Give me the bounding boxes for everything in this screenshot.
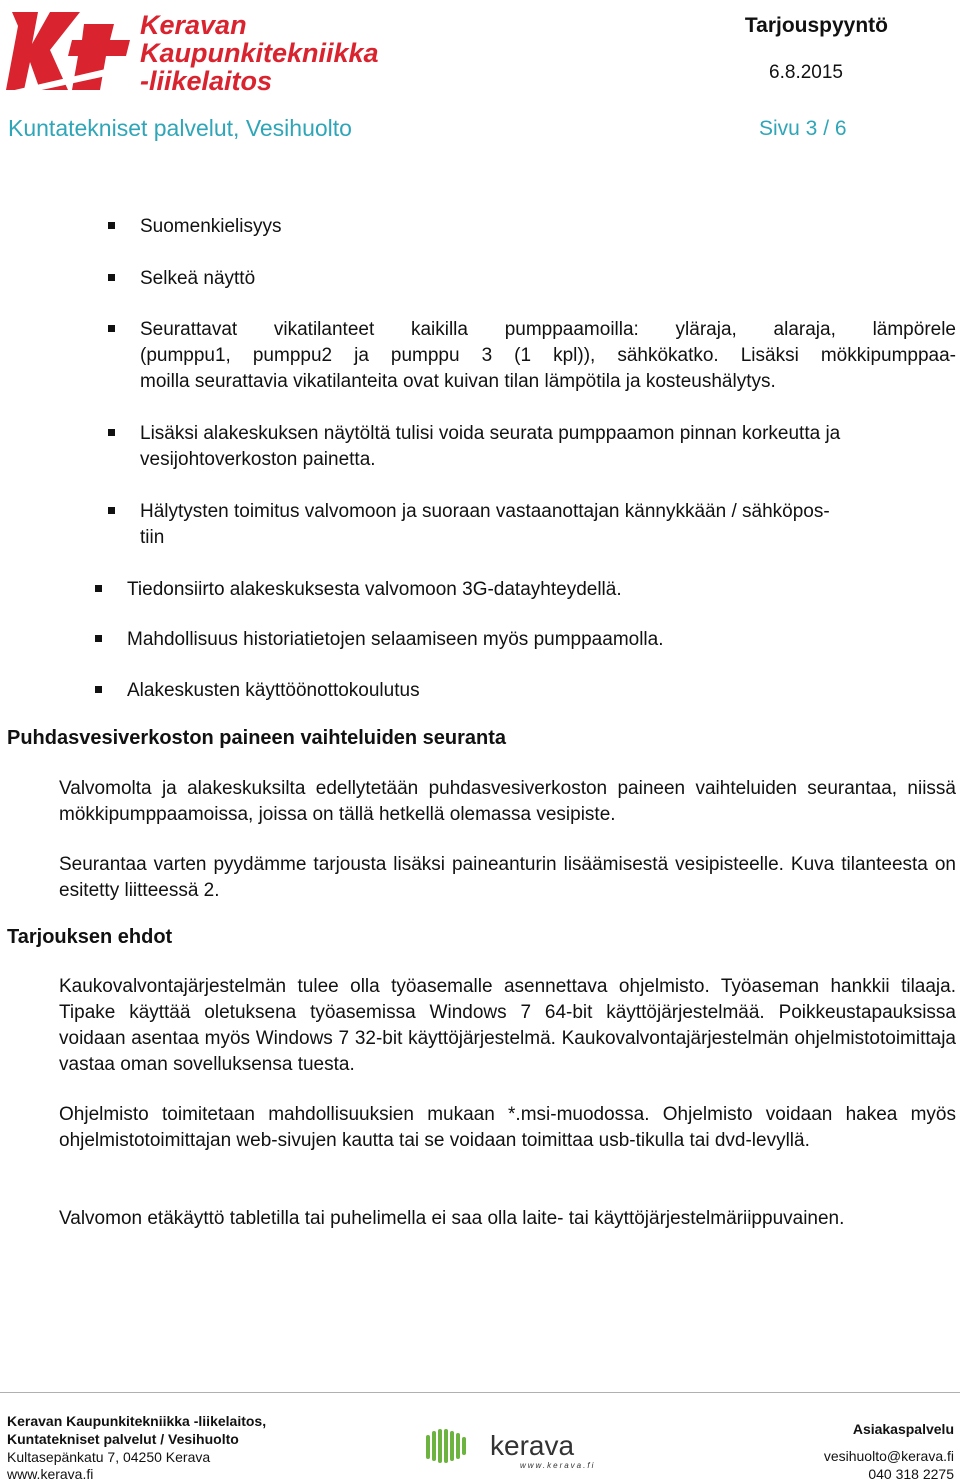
paragraph: Valvomon etäkäyttö tabletilla tai puhelimella ei saa olla laite- tai käyttöjärjestelmäriippuvainen. [59, 1208, 845, 1229]
list-item-line: tiin [140, 527, 165, 548]
list-item-line: (pumppu1, pumppu2 ja pumppu 3 (1 kpl)), sähkökatko. Lisäksi mökkipumppaa- [140, 345, 956, 366]
list-item-line: Seurattavat vikatilanteet kaikilla pumppaamoilla: yläraja, alaraja, lämpörele [140, 319, 956, 340]
kt-logo [6, 4, 386, 96]
bullet-square-icon [95, 686, 102, 693]
list-item-text: Selkeä näyttö [140, 268, 256, 289]
bullet-square-icon [95, 585, 102, 592]
kt-logo-mark [6, 12, 136, 96]
kerava-logo-word: kerava [490, 1430, 575, 1461]
list-item [127, 678, 420, 704]
footer-phone: 040 318 2275 [868, 1466, 954, 1482]
bullet-square-icon [108, 429, 115, 436]
list-item-text: Alakeskusten käyttöönottokoulutus [127, 680, 420, 701]
paragraph: Ohjelmisto toimitetaan mahdollisuuksien mukaan *.msi-muodossa. Ohjelmisto voidaan hakea myös ohjelmistotoimittajan web-sivujen kautta tai se voidaan toimittaa usb-tikulla tai dvd-levyllä. [59, 1104, 956, 1151]
logo-line3: -liikelaitos [140, 66, 273, 96]
list-item [140, 317, 956, 395]
bullet-square-icon [108, 507, 115, 514]
list-item-line: vesijohtoverkoston painetta. [140, 449, 376, 470]
footer-website-link[interactable]: www.kerava.fi [7, 1466, 94, 1482]
section-heading-terms: Tarjouksen ehdot [7, 926, 173, 948]
footer-email-link[interactable]: vesihuolto@kerava.fi [823, 1448, 954, 1464]
kerava-emblem-icon [426, 1429, 466, 1463]
kerava-logo [424, 1427, 620, 1471]
document-date: 6.8.2015 [769, 62, 843, 83]
list-item-line: Lisäksi alakeskuksen näytöltä tulisi voida seurata pumppaamon pinnan korkeutta ja [140, 423, 841, 444]
section-heading-pressure: Puhdasvesiverkoston paineen vaihteluiden seuranta [7, 727, 507, 749]
footer-org-unit: Kuntatekniset palvelut / Vesihuolto [7, 1431, 239, 1447]
footer-org-name: Keravan Kaupunkitekniikka -liikelaitos, [7, 1413, 267, 1429]
kerava-logo-url: www.kerava.fi [520, 1461, 596, 1470]
list-item [127, 627, 664, 653]
footer-divider [0, 1392, 960, 1393]
paragraph: Valvomolta ja alakeskuksilta edellytetään puhdasvesiverkoston paineen vaihteluiden seurantaa, niissä mökkipumppaamoissa, joissa on tällä hetkellä olemassa vesipiste. [59, 778, 956, 825]
department-name: Kuntatekniset palvelut, Vesihuolto [8, 115, 352, 141]
list-item-line: Hälytysten toimitus valvomoon ja suoraan vastaanottajan kännykkään / sähköpos- [140, 501, 830, 522]
list-item-text: Mahdollisuus historiatietojen selaamiseen myös pumppaamolla. [127, 629, 664, 650]
list-item [140, 266, 255, 292]
list-item-text: Suomenkielisyys [140, 216, 282, 237]
document-title: Tarjouspyyntö [744, 14, 888, 37]
logo-line2: Kaupunkitekniikka [140, 38, 379, 68]
paragraph: Seurantaa varten pyydämme tarjousta lisäksi paineanturin lisäämisestä vesipisteelle. Kuva tilanteesta on esitetty liitteessä 2. [59, 854, 956, 901]
bullet-square-icon [108, 222, 115, 229]
bullet-square-icon [95, 635, 102, 642]
list-item-line: moilla seurattavia vikatilanteita ovat kuivan tilan lämpötila ja kosteushälytys. [140, 371, 776, 392]
list-item [140, 421, 956, 473]
paragraph: Kaukovalvontajärjestelmän tulee olla työasemalle asennettava ohjelmisto. Työaseman hankkii tilaaja. Tipake käyttää oletuksena työasemissa Windows 7 64-bit käyttöjärjestelmää. Poikkeustapauksissa voidaan asentaa myös Windows 7 32-bit käyttöjärjestelmä. Kaukovalvontajärjestelmän ohjelmistotoimittaja vastaa oman sovelluksensa tuesta. [59, 976, 956, 1075]
list-item [140, 214, 282, 240]
list-item [127, 577, 622, 603]
list-item [140, 499, 956, 551]
bullet-square-icon [108, 325, 115, 332]
footer-service-label: Asiakaspalvelu [852, 1421, 954, 1437]
logo-line1: Keravan [140, 10, 247, 40]
footer-address: Kultasepänkatu 7, 04250 Kerava [7, 1449, 211, 1465]
list-item-text: Tiedonsiirto alakeskuksesta valvomoon 3G-datayhteydellä. [127, 579, 622, 600]
bullet-square-icon [108, 274, 115, 281]
page-number: Sivu 3 / 6 [759, 117, 847, 140]
